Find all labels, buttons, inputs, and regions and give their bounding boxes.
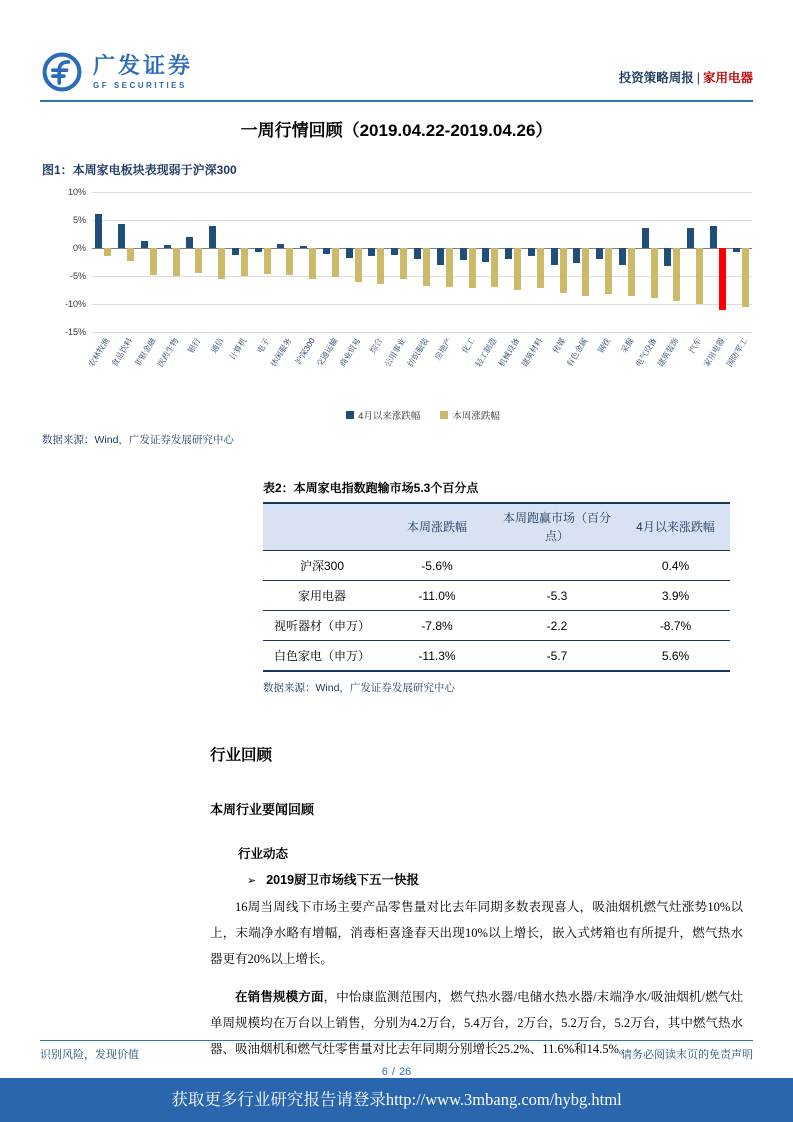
bar-建筑材料 bbox=[528, 248, 535, 256]
y-tick-label: -15% bbox=[64, 327, 86, 337]
y-tick-label: 10% bbox=[67, 187, 86, 197]
bar-化工 bbox=[469, 248, 476, 288]
value-cell: -11.0% bbox=[381, 581, 493, 611]
bar-休闲服务 bbox=[277, 244, 284, 248]
bar-化工 bbox=[460, 248, 467, 260]
bar-采掘 bbox=[619, 248, 626, 265]
gf-logo bbox=[40, 50, 193, 94]
x-category-label: 沪深300 bbox=[293, 336, 317, 367]
chart-legend bbox=[92, 408, 754, 422]
legend-swatch-icon bbox=[346, 411, 354, 419]
brand-name-cn: 广发证券 bbox=[93, 52, 194, 78]
gf-logo-icon bbox=[40, 50, 84, 94]
bar-电子 bbox=[255, 248, 262, 252]
bar-国防军工 bbox=[733, 248, 740, 252]
bar-休闲服务 bbox=[286, 248, 293, 275]
x-category-label: 汽车 bbox=[687, 336, 704, 355]
x-category-label: 房地产 bbox=[432, 336, 454, 362]
bar-医药生物 bbox=[173, 248, 180, 276]
bar-钢铁 bbox=[596, 248, 603, 259]
bar-有色金属 bbox=[573, 248, 580, 263]
report-type: 投资策略周报 bbox=[618, 71, 694, 85]
x-category-label: 公用事业 bbox=[383, 336, 408, 369]
bar-商业贸易 bbox=[346, 248, 353, 258]
x-category-label: 医药生物 bbox=[155, 336, 181, 369]
value-cell: 3.9% bbox=[621, 581, 730, 611]
meta-divider: | bbox=[696, 71, 700, 85]
bar-公用事业 bbox=[400, 248, 407, 279]
bar-综合 bbox=[368, 248, 375, 256]
value-cell: -5.3 bbox=[493, 581, 621, 611]
bar-家用电器 bbox=[719, 248, 726, 310]
table-header-cell: 本周跑赢市场（百分点） bbox=[493, 503, 621, 551]
x-category-label: 家用电器 bbox=[701, 336, 727, 369]
bar-家用电器 bbox=[710, 226, 717, 248]
news-headline bbox=[247, 870, 793, 888]
bar-非银金融 bbox=[150, 248, 157, 275]
bar-房地产 bbox=[437, 248, 444, 265]
legend-label: 本周涨跌幅 bbox=[452, 411, 500, 422]
value-cell: -5.6% bbox=[381, 551, 493, 581]
value-cell: 5.6% bbox=[621, 641, 730, 672]
value-cell: -8.7% bbox=[621, 611, 730, 641]
bar-建筑装饰 bbox=[673, 248, 680, 301]
gridline bbox=[92, 220, 752, 221]
table2-block bbox=[263, 479, 730, 695]
x-category-label: 综合 bbox=[368, 336, 385, 355]
section-industry-review: 行业回顾 bbox=[210, 747, 273, 764]
page-total: 26 bbox=[398, 1066, 412, 1078]
x-category-label: 计算机 bbox=[228, 336, 249, 362]
bar-传媒 bbox=[560, 248, 567, 293]
x-category-label: 通信 bbox=[209, 336, 226, 355]
x-category-label: 化工 bbox=[459, 336, 477, 355]
news-headline-text: 2019厨卫市场线下五一快报 bbox=[266, 873, 420, 887]
x-category-label: 食品饮料 bbox=[110, 336, 135, 369]
promo-banner-link[interactable]: 获取更多行业研究报告请登录http://www.3mbang.com/hybg.html bbox=[171, 1090, 622, 1109]
x-category-label: 农林牧渔 bbox=[87, 336, 112, 369]
figure1-source: 数据来源：Wind，广发证券发展研究中心 bbox=[42, 434, 234, 446]
bar-交通运输 bbox=[332, 248, 339, 277]
brand-text bbox=[93, 52, 194, 90]
bar-交通运输 bbox=[323, 248, 330, 254]
footer-row bbox=[0, 1041, 793, 1062]
table2-caption: 表2：本周家电指数跑输市场5.3个百分点 bbox=[263, 481, 479, 495]
y-tick-label: 5% bbox=[72, 215, 86, 225]
table-row bbox=[263, 611, 730, 641]
bar-沪深300 bbox=[300, 246, 307, 248]
x-category-label: 传媒 bbox=[550, 336, 568, 355]
value-cell: -7.8% bbox=[381, 611, 493, 641]
bar-纺织服装 bbox=[414, 248, 421, 259]
table-row bbox=[263, 581, 730, 611]
legend-item bbox=[440, 408, 500, 422]
x-category-label: 电气设备 bbox=[633, 336, 659, 369]
bar-通信 bbox=[209, 226, 216, 248]
bar-国防军工 bbox=[742, 248, 749, 307]
brand-name-en: GF SECURITIES bbox=[93, 80, 187, 90]
bar-汽车 bbox=[696, 248, 703, 304]
y-tick-label: 0% bbox=[72, 243, 86, 253]
bar-电子 bbox=[264, 248, 271, 274]
table-header-cell bbox=[263, 503, 381, 551]
x-category-label: 轻工制造 bbox=[474, 336, 499, 369]
value-cell: -2.2 bbox=[493, 611, 621, 641]
chart-plot-area bbox=[64, 187, 752, 337]
bar-建筑材料 bbox=[537, 248, 544, 288]
gridline bbox=[92, 304, 752, 305]
bar-房地产 bbox=[446, 248, 453, 287]
x-category-label: 建筑装饰 bbox=[656, 336, 681, 369]
value-cell: 0.4% bbox=[621, 551, 730, 581]
industry-tag: 家用电器 bbox=[702, 71, 753, 85]
table2-source: 数据来源：Wind，广发证券发展研究中心 bbox=[263, 682, 455, 694]
table-header-cell: 4月以来涨跌幅 bbox=[621, 503, 730, 551]
bar-轻工制造 bbox=[482, 248, 489, 262]
section-industry-dynamics: 行业动态 bbox=[238, 847, 289, 861]
x-category-label: 休闲服务 bbox=[269, 336, 294, 369]
bar-银行 bbox=[186, 237, 193, 248]
value-cell: -11.3% bbox=[381, 641, 493, 672]
x-category-label: 采掘 bbox=[619, 336, 636, 355]
row-label-cell: 沪深300 bbox=[263, 551, 381, 581]
table-header-row bbox=[263, 503, 730, 551]
bar-非银金融 bbox=[141, 241, 148, 248]
y-tick-label: -5% bbox=[69, 271, 86, 281]
bar-食品饮料 bbox=[127, 248, 134, 261]
bar-纺织服装 bbox=[423, 248, 430, 286]
bar-有色金属 bbox=[582, 248, 589, 296]
y-tick-label: -10% bbox=[64, 299, 86, 309]
bar-电气设备 bbox=[651, 248, 658, 298]
chart-x-axis-labels bbox=[87, 332, 752, 406]
bar-计算机 bbox=[241, 248, 248, 276]
bar-传媒 bbox=[551, 248, 558, 265]
bar-食品饮料 bbox=[118, 224, 125, 248]
table-header-cell: 本周涨跌幅 bbox=[381, 503, 493, 551]
bar-综合 bbox=[377, 248, 384, 284]
paragraph-2-body: ，中怡康监测范围内，燃气热水器/电储水热水器/末端净水/吸油烟机/燃气灶单周规模均在万台以上销售，分别为4.2万台，5.4万台，2万台，5.2万台，5.2万台，其中燃气热水器、吸油烟机和燃气灶零售量对比去年同期分别增长25.2%、11.6%和14.5%。 bbox=[210, 990, 743, 1056]
row-label-cell: 家用电器 bbox=[263, 581, 381, 611]
footer-slogan: 识别风险，发现价值 bbox=[40, 1049, 139, 1061]
value-cell bbox=[493, 551, 621, 581]
row-label-cell: 视听器材（申万） bbox=[263, 611, 381, 641]
value-cell: -5.7 bbox=[493, 641, 621, 672]
bar-银行 bbox=[195, 248, 202, 273]
figure1-caption: 图1：本周家电板块表现弱于沪深300 bbox=[42, 163, 237, 177]
bar-计算机 bbox=[232, 248, 239, 255]
paragraph-2-lead: 在销售规模方面 bbox=[235, 990, 324, 1004]
page-number bbox=[0, 1066, 793, 1078]
figure1-chart bbox=[42, 187, 754, 422]
bar-公用事业 bbox=[391, 248, 398, 255]
x-category-label: 非银金融 bbox=[132, 336, 158, 369]
bar-钢铁 bbox=[605, 248, 612, 294]
page-title: 一周行情回顾（2019.04.22-2019.04.26） bbox=[240, 121, 553, 140]
page-separator: / bbox=[391, 1066, 395, 1078]
x-category-label: 钢铁 bbox=[596, 336, 613, 355]
x-category-label: 电子 bbox=[255, 336, 272, 355]
bar-机械设备 bbox=[514, 248, 521, 290]
bar-采掘 bbox=[628, 248, 635, 296]
triangle-bullet-icon: ➢ bbox=[247, 875, 257, 887]
bar-电气设备 bbox=[642, 228, 649, 248]
legend-label: 4月以来涨跌幅 bbox=[358, 411, 421, 422]
table2-body bbox=[263, 551, 730, 672]
x-category-label: 国防军工 bbox=[724, 336, 750, 369]
bar-机械设备 bbox=[505, 248, 512, 259]
bar-商业贸易 bbox=[355, 248, 362, 282]
table-row bbox=[263, 551, 730, 581]
section-weekly-news: 本周行业要闻回顾 bbox=[210, 802, 315, 817]
header-rule bbox=[40, 100, 753, 102]
page-footer bbox=[0, 1040, 793, 1078]
bar-医药生物 bbox=[164, 245, 171, 248]
bar-建筑装饰 bbox=[664, 248, 671, 266]
x-category-label: 银行 bbox=[186, 336, 203, 355]
bar-通信 bbox=[218, 248, 225, 279]
report-meta bbox=[619, 68, 753, 94]
page-header bbox=[0, 0, 793, 94]
legend-swatch-icon bbox=[440, 411, 448, 419]
gridline bbox=[92, 192, 752, 193]
table-row bbox=[263, 641, 730, 672]
table2 bbox=[263, 502, 730, 672]
promo-banner bbox=[0, 1078, 793, 1122]
x-category-label: 机械设备 bbox=[496, 336, 522, 369]
x-category-label: 有色金属 bbox=[565, 336, 590, 369]
bar-汽车 bbox=[687, 228, 694, 248]
bar-农林牧渔 bbox=[95, 214, 102, 248]
footer-disclaimer: 请务必阅读末页的免责声明 bbox=[621, 1049, 753, 1061]
table2-header bbox=[263, 503, 730, 551]
x-category-label: 建筑材料 bbox=[519, 336, 545, 369]
x-category-label: 商业贸易 bbox=[337, 336, 363, 369]
x-category-label: 交通运输 bbox=[314, 336, 340, 369]
bar-农林牧渔 bbox=[104, 248, 111, 256]
row-label-cell: 白色家电（申万） bbox=[263, 641, 381, 672]
legend-item bbox=[346, 408, 420, 422]
bar-沪深300 bbox=[309, 248, 316, 279]
paragraph-1: 16周当周线下市场主要产品零售量对比去年同期多数表现喜人，吸油烟机燃气灶涨势10%以上，末端净水略有增幅，消毒柜喜逢春天出现10%以上增长，嵌入式烤箱也有所提升，燃气热水器更有20%以上增长。 bbox=[210, 900, 743, 966]
x-category-label: 纺织服装 bbox=[405, 336, 431, 369]
page-current: 6 bbox=[381, 1066, 388, 1078]
bar-轻工制造 bbox=[491, 248, 498, 287]
